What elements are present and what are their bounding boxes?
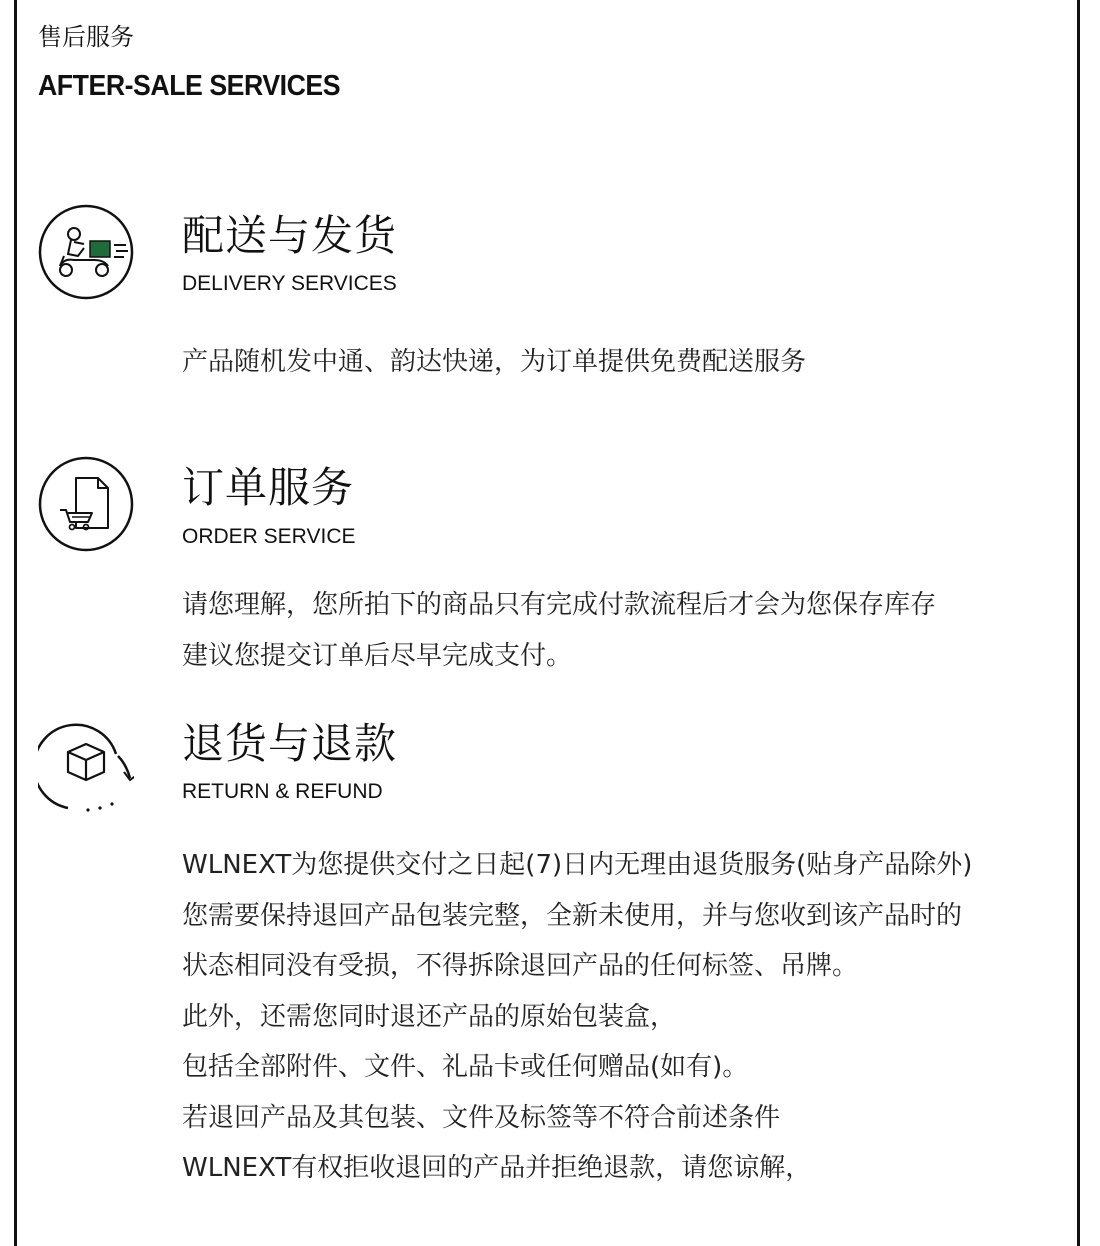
order-section-subtitle: ORDER SERVICE — [182, 525, 356, 548]
delivery-section-body — [182, 337, 806, 388]
body-line: WLNEXT为您提供交付之日起(7)日内无理由退货服务(贴身产品除外) — [182, 850, 973, 880]
body-line: 您需要保持退回产品包装完整，全新未使用，并与您收到该产品时的 — [182, 900, 963, 931]
delivery-scooter-icon — [38, 204, 134, 300]
return-section-title: 退货与退款 — [182, 719, 398, 768]
body-line: 产品随机发中通、韵达快递，为订单提供免费配送服务 — [182, 347, 807, 377]
return-section-subtitle: RETURN & REFUND — [182, 780, 383, 803]
body-line: WLNEXT有权拒收退回的产品并拒绝退款，请您谅解， — [182, 1153, 812, 1183]
order-document-cart-icon — [38, 456, 134, 552]
body-line: 建议您提交订单后尽早完成支付。 — [182, 640, 573, 671]
body-line: 请您理解，您所拍下的商品只有完成付款流程后才会为您保存库存 — [182, 590, 937, 620]
return-box-icon — [38, 718, 134, 814]
return-section-body — [182, 840, 972, 1194]
body-line: 包括全部附件、文件、礼品卡或任何赠品(如有)。 — [182, 1052, 749, 1082]
delivery-section-subtitle: DELIVERY SERVICES — [182, 272, 397, 295]
page-title-cn: 售后服务 — [38, 23, 134, 51]
body-line: 此外，还需您同时退还产品的原始包装盒， — [182, 1001, 677, 1032]
order-section-title: 订单服务 — [182, 463, 355, 512]
page-title-en: AFTER-SALE SERVICES — [38, 70, 341, 102]
order-section-body — [182, 580, 936, 681]
delivery-section-title: 配送与发货 — [182, 211, 398, 260]
body-line: 状态相同没有受损，不得拆除退回产品的任何标签、吊牌。 — [182, 951, 859, 981]
body-line: 若退回产品及其包装、文件及标签等不符合前述条件 — [182, 1102, 781, 1133]
